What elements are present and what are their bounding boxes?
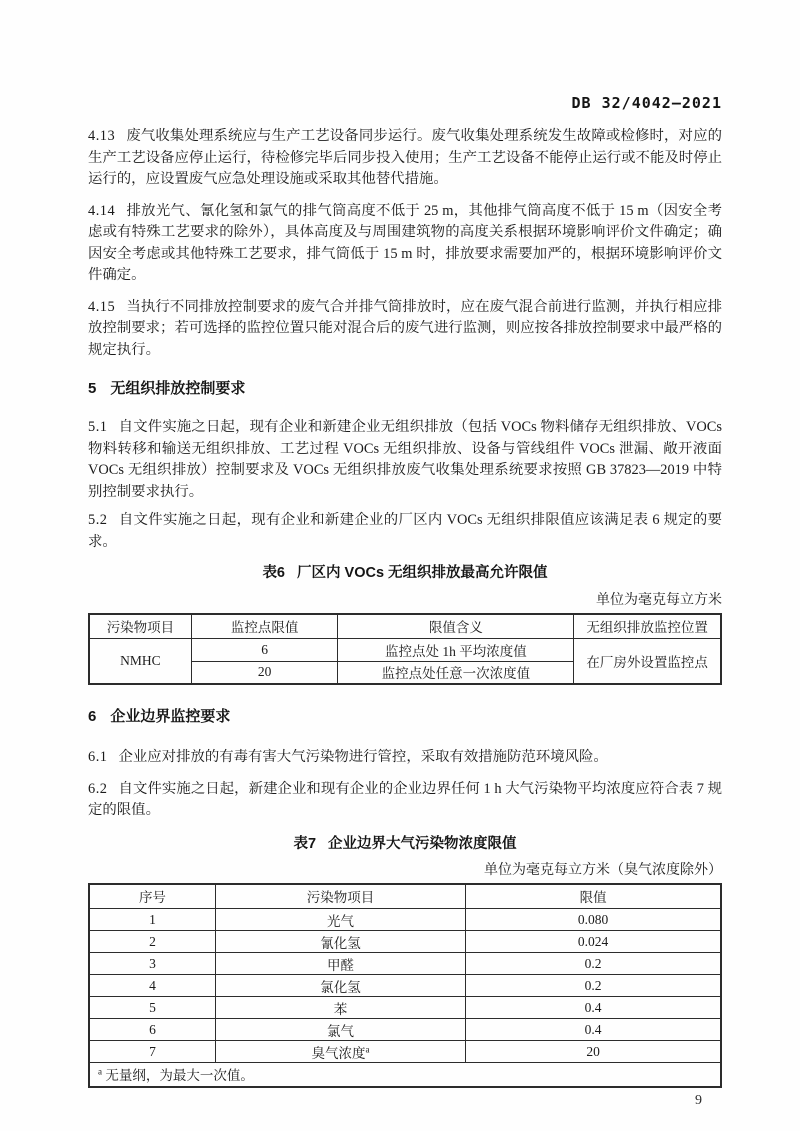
table-6-header-cell: 无组织排放监控位置 — [574, 614, 721, 638]
seq-cell: 6 — [89, 1019, 215, 1041]
table-6-header-cell: 限值含义 — [338, 614, 574, 638]
table-6-location-cell: 在厂房外设置监控点 — [574, 638, 721, 684]
table-6-meaning-cell: 监控点处任意一次浓度值 — [338, 661, 574, 684]
seq-cell: 1 — [89, 909, 215, 931]
seq-cell: 7 — [89, 1041, 215, 1063]
table-6-header-row — [89, 614, 721, 638]
clause-text: 企业应对排放的有毒有害大气污染物进行管控，采取有效措施防范环境风险。 — [118, 749, 608, 765]
table-7-header-cell: 限值 — [466, 884, 721, 909]
table-7 — [88, 883, 722, 1088]
page-number: 9 — [695, 1092, 702, 1108]
table-row — [89, 1019, 721, 1041]
clause-5-1 — [88, 417, 722, 503]
clause-4-14 — [88, 201, 722, 287]
pollutant-cell: 氯气 — [215, 1019, 465, 1041]
limit-cell: 0.2 — [466, 975, 721, 997]
clause-number: 6.1 — [88, 749, 108, 765]
table-6-pollutant-cell: NMHC — [89, 638, 191, 684]
table-row — [89, 638, 721, 661]
table-row — [89, 975, 721, 997]
table-6-limit-cell: 20 — [191, 661, 338, 684]
table-row — [89, 909, 721, 931]
pollutant-name: 臭气浓度 — [311, 1045, 366, 1061]
table-row — [89, 1041, 721, 1063]
clause-text: 废气收集处理系统应与生产工艺设备同步运行。废气收集处理系统发生故障或检修时，对应的生产工艺设备应停止运行，待检修完毕后同步投入使用；生产工艺设备不能停止运行或不能及时停止运行的，应设置废气应急处理设施或采取其他替代措施。 — [88, 128, 722, 187]
table-6-label: 表6 — [262, 565, 286, 581]
pollutant-cell: 氰化氢 — [215, 931, 465, 953]
clause-number: 4.13 — [88, 128, 116, 144]
footnote-mark: a — [365, 1044, 370, 1054]
limit-cell: 0.080 — [466, 909, 721, 931]
clause-number: 5.1 — [88, 419, 108, 435]
table-7-header-cell: 污染物项目 — [215, 884, 465, 909]
table-6-caption: 厂区内 VOCs 无组织排放最高允许限值 — [297, 565, 548, 581]
clause-text: 自文件实施之日起，现有企业和新建企业的厂区内 VOCs 无组织排限值应该满足表 6 规定的要求。 — [88, 512, 722, 550]
seq-cell: 2 — [89, 931, 215, 953]
page-content — [88, 0, 722, 1109]
table-7-footnote-row — [89, 1063, 721, 1087]
pollutant-cell: 苯 — [215, 997, 465, 1019]
limit-cell: 0.4 — [466, 1019, 721, 1041]
clause-text: 当执行不同排放控制要求的废气合并排气筒排放时，应在废气混合前进行监测，并执行相应排放控制要求；若可选择的监控位置只能对混合后的废气进行监测，则应按各排放控制要求中最严格的规定执行。 — [88, 298, 722, 358]
clause-number: 5.2 — [88, 512, 108, 528]
seq-cell: 5 — [89, 997, 215, 1019]
table-6-unit-note: 单位为毫克每立方米 — [596, 593, 722, 608]
limit-cell: 0.024 — [466, 931, 721, 953]
limit-cell: 20 — [466, 1041, 721, 1063]
pollutant-cell: 氯化氢 — [215, 975, 465, 997]
clause-5-2 — [88, 510, 722, 553]
table-7-title — [88, 834, 722, 854]
clause-text: 自文件实施之日起，新建企业和现有企业的企业边界任何 1 h 大气污染物平均浓度应符合表 7 规定的限值。 — [88, 780, 722, 818]
table-row — [89, 997, 721, 1019]
table-7-header-cell: 序号 — [89, 884, 215, 909]
clause-number: 6.2 — [88, 780, 108, 797]
limit-cell: 0.2 — [466, 953, 721, 975]
footnote-mark: a — [98, 1066, 102, 1077]
section-6-heading — [88, 707, 722, 727]
clause-number: 4.15 — [88, 298, 116, 315]
limit-cell: 0.4 — [466, 997, 721, 1019]
seq-cell: 4 — [89, 975, 215, 997]
table-row — [89, 953, 721, 975]
section-number: 6 — [88, 708, 97, 725]
section-title: 无组织排放控制要求 — [110, 380, 246, 397]
table-6-header-cell: 监控点限值 — [191, 614, 338, 638]
table-7-footnote — [89, 1063, 721, 1087]
table-6-limit-cell: 6 — [191, 638, 338, 661]
pollutant-cell: 光气 — [215, 909, 465, 931]
table-6-header-cell: 污染物项目 — [89, 614, 191, 638]
clause-6-2 — [88, 779, 722, 822]
table-6-meaning-cell: 监控点处 1h 平均浓度值 — [338, 638, 574, 661]
section-5-heading — [88, 379, 722, 399]
pollutant-cell: 甲醛 — [215, 953, 465, 975]
clause-6-1 — [88, 747, 722, 769]
footnote-text: 无量纲，为最大一次值。 — [105, 1068, 254, 1084]
table-7-label: 表7 — [293, 835, 317, 852]
table-7-header-row — [89, 884, 721, 909]
clause-4-13 — [88, 126, 722, 191]
table-7-caption: 企业边界大气污染物浓度限值 — [328, 835, 517, 852]
clause-number: 4.14 — [88, 202, 116, 219]
pollutant-cell — [215, 1041, 465, 1063]
table-6-title — [88, 563, 722, 583]
clause-text: 排放光气、氰化氢和氯气的排气筒高度不低于 25 m，其他排气筒高度不低于 15 m（因安全考虑或有特殊工艺要求的除外），具体高度及与周围建筑物的高度关系根据环境影响评价文件确定；确因安全考虑或其他特殊工艺要求，排气筒低于 15 m 时，排放要求需要加严的，根据环境影响评价文件确定。 — [88, 202, 722, 283]
standard-number: DB 32/4042—2021 — [571, 94, 722, 112]
table-7-unit-note: 单位为毫克每立方米（臭气浓度除外） — [484, 862, 722, 878]
clause-text: 自文件实施之日起，现有企业和新建企业无组织排放（包括 VOCs 物料储存无组织排放、VOCs 物料转移和输送无组织排放、工艺过程 VOCs 无组织排放、设备与管线组件 VOCs 泄漏、敞开液面 VOCs 无组织排放）控制要求及 VOCs 无组织排放废气收集处理系统要求按照 GB 37823—2019 中特别控制要求执行。 — [88, 419, 722, 500]
section-number: 5 — [88, 380, 97, 397]
table-6 — [88, 613, 722, 685]
section-title: 企业边界监控要求 — [110, 708, 231, 725]
clause-4-15 — [88, 297, 722, 362]
table-row — [89, 931, 721, 953]
seq-cell: 3 — [89, 953, 215, 975]
